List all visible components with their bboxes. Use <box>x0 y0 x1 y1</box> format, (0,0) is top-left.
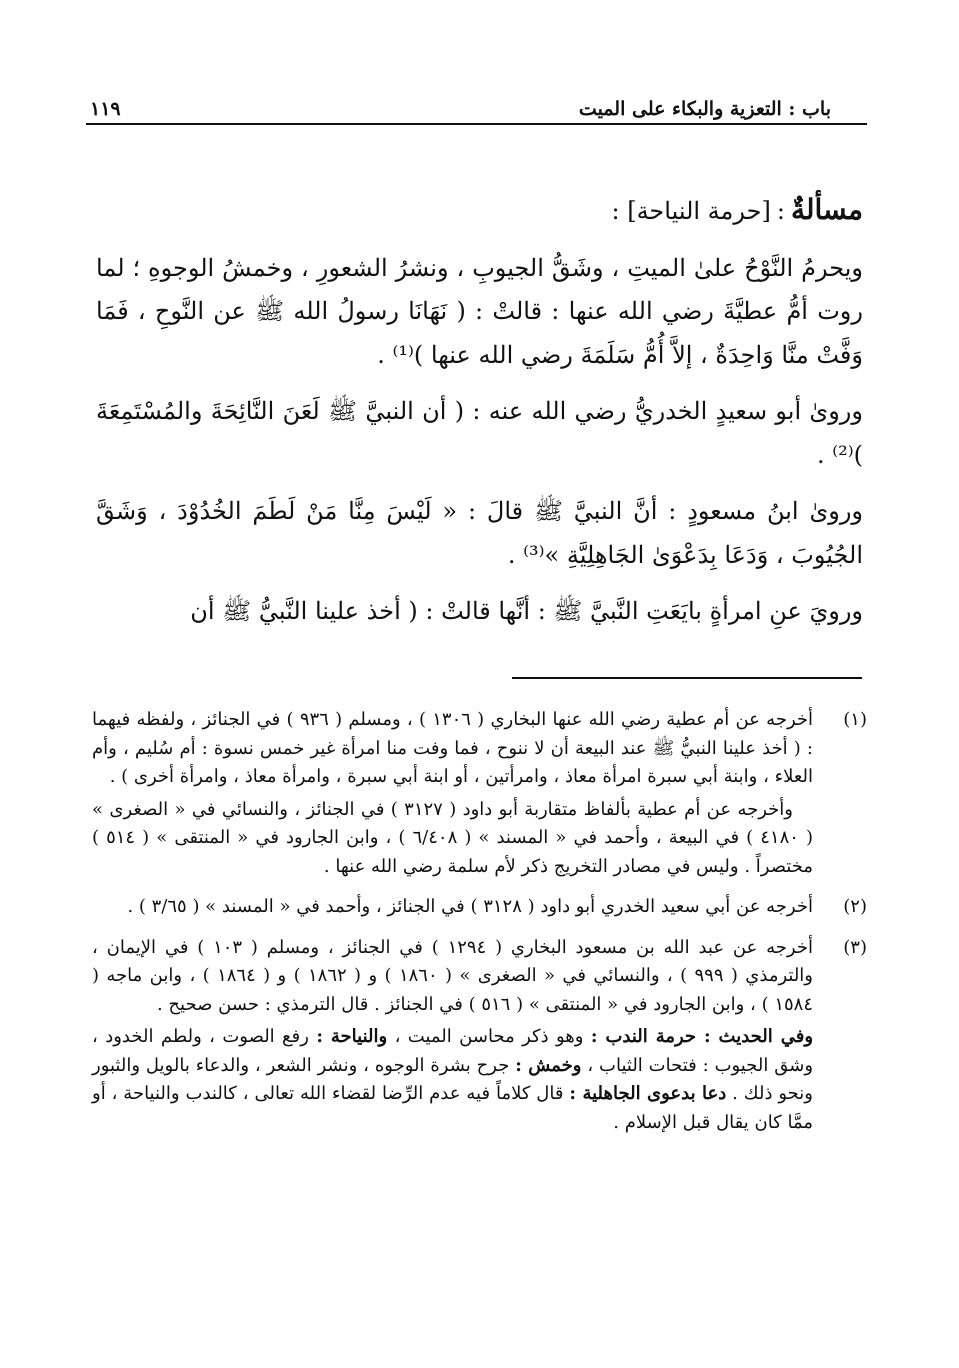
chapter-title: باب : التعزية والبكاء على الميت <box>578 98 831 120</box>
heading-word: مسألةٌ <box>790 193 863 226</box>
footnote-body <box>92 934 813 1142</box>
header-rule <box>86 123 867 125</box>
glossary-note <box>92 1023 813 1137</box>
footnote <box>92 934 867 1142</box>
footnote-text: وأخرجه عن أم عطية بألفاظ متقاربة أبو داود ( ٣١٢٧ ) في الجنائز ، والنسائي في « الصغرى » ( ٤١٨٠ ) في البيعة ، وأحمد في « المسند » ( ٦/٤٠٨ ) ، وابن الجارود في « المنتقى » ( ٥١٤ ) مختصراً . وليس في مصادر التخريج ذكر لأم سلمة رضي الله عنها . <box>92 798 813 877</box>
paragraph: وروىٰ أبو سعيدٍ الخدريُّ رضي الله عنه : ( أن النبيَّ ﷺ لَعَنَ النَّائِحَةَ والمُسْتَمِعَةَ )⁽²⁾ . <box>96 397 863 469</box>
footnote-text: أخرجه عن عبد الله بن مسعود البخاري ( ١٢٩٤ ) في الجنائز ، ومسلم ( ١٠٣ ) في الإيمان ، والترمذي ( ٩٩٩ ) ، والنسائي في « الصغرى » ( ١٨٦٠ ) و ( ١٨٦٢ ) و ( ١٨٦٤ ) ، وابن ماجه ( ١٥٨٤ ) ، وابن الجارود في « المنتقى » ( ٥١٦ ) في الجنائز . قال الترمذي : حسن صحيح . <box>92 936 814 1015</box>
footnote-number: (١) <box>843 709 867 730</box>
gloss-term: وخمش : <box>515 1054 582 1076</box>
footnote-number: (٢) <box>843 896 867 917</box>
footnote-text: أخرجه عن أبي سعيد الخدري أبو داود ( ٣١٢٨ ) في الجنائز ، وأحمد في « المسند » ( ٣/٦٥ ) . <box>127 896 813 917</box>
section-heading <box>96 188 863 234</box>
main-text <box>96 188 863 647</box>
footnote <box>92 893 867 926</box>
gloss-term: وفي الحديث : حرمة الندب : <box>590 1026 814 1047</box>
footnote-number: (٣) <box>843 936 867 958</box>
footnotes <box>92 706 867 1149</box>
footnote-body <box>92 893 813 926</box>
footnote-body <box>92 706 813 885</box>
page-number: ١١٩ <box>90 98 121 120</box>
heading-separator: : <box>776 197 785 225</box>
gloss-text: جرح بشرة الوجوه ، ونشر الشعر ، والدعاء بالويل والثبور ونحو ذلك . <box>92 1054 813 1104</box>
gloss-text: رفع الصوت ، ولطم الخدود ، وشق الجيوب : فتحات الثياب ، <box>92 1026 814 1076</box>
footnote-rule <box>512 677 862 679</box>
gloss-term: والنياحة : <box>316 1026 388 1047</box>
gloss-text: قال كلاماً فيه عدم الرِّضا لقضاء الله تعالى ، كالندب والنياحة ، أو ممَّا كان يقال قبل الإسلام . <box>92 1083 813 1133</box>
running-header <box>90 86 831 120</box>
gloss-text: وهو ذكر محاسن الميت ، <box>387 1026 591 1047</box>
paragraph: ورويَ عنِ امرأةٍ بايَعَتِ النَّبيَّ ﷺ : أنَّها قالتْ : ( أخذ علينا النَّبيُّ ﷺ أن <box>190 597 863 625</box>
gloss-term: دعا بدعوى الجاهلية : <box>569 1083 727 1104</box>
heading-topic: [حرمة النياحة] : <box>611 197 771 225</box>
footnote-text: أخرجه عن أم عطية رضي الله عنها البخاري ( ١٣٠٦ ) ، ومسلم ( ٩٣٦ ) في الجنائز ، ولفظه فيهما : ( أخذ علينا النبيُّ ﷺ عند البيعة أن لا ننوح ، فما وفت منا امرأة غير خمس نسوة : أم سُليم ، وأم العلاء ، وابنة أبي سبرة امرأة معاذ ، وامرأتين ، أو ابنة أبي سبرة ، وامرأة معاذ ، وامرأة أخرى ) . <box>92 709 814 787</box>
footnote <box>92 706 867 885</box>
paragraph: وروىٰ ابنُ مسعودٍ : أنَّ النبيَّ ﷺ قالَ : « لَيْسَ مِنَّا مَنْ لَطَمَ الخُدُوْدَ ، وَشَقَّ الجُيُوبَ ، وَدَعَا بِدَعْوَىٰ الجَاهِلِيَّةِ »⁽³⁾ . <box>96 497 863 569</box>
paragraph: ويحرمُ النَّوْحُ علىٰ الميتِ ، وشَقُّ الجيوبِ ، ونشرُ الشعورِ ، وخمشُ الوجوهِ ؛ لما روت أمُّ عطيَّةَ رضي الله عنها : قالتْ : ( نَهَانَا رسولُ الله ﷺ عن النَّوحِ ، فَمَا وَفَّتْ منَّا وَاحِدَةٌ ، إلاَّ أُمُّ سَلَمَةَ رضي الله عنها )⁽¹⁾ . <box>96 253 864 369</box>
